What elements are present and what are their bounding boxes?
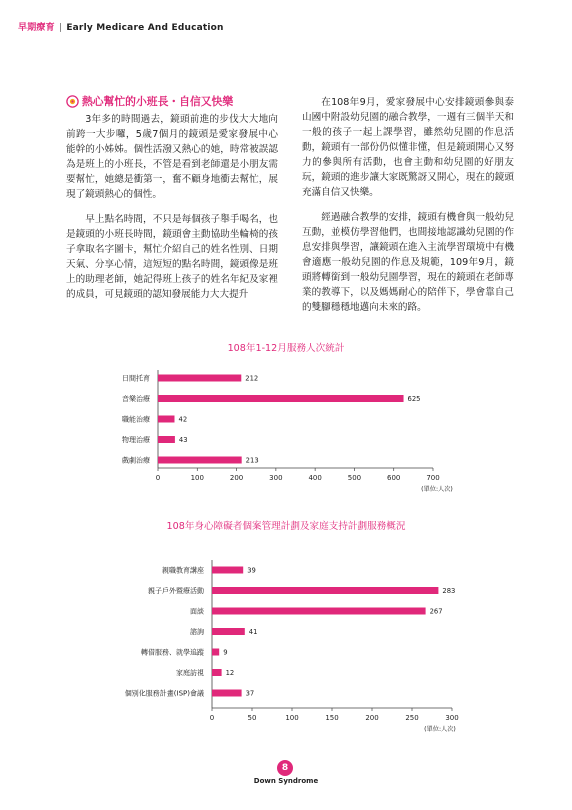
category-label: 面談	[190, 607, 204, 616]
left-paragraph-1: 3年多的時間過去，鏡頭前進的步伐大大地向前跨一大步囉，5歲7個月的鏡頭是愛家發展中心能幹的小姊姊。個性活潑又熱心的她，時常被誤認為是班上的小班長，不管是看到老師還是小朋友需要幫忙，她總是衝第一，奮不顧身地衝去幫忙，展現了鏡頭熱心的個性。	[66, 114, 278, 200]
x-tick-label: 250	[405, 714, 419, 722]
bar	[212, 690, 242, 697]
category-label: 諮詢	[190, 627, 204, 636]
x-tick-label: 100	[285, 714, 299, 722]
article-heading-text: 熱心幫忙的小班長・自信又快樂	[82, 95, 234, 108]
header-english-title: Early Medicare And Education	[66, 23, 224, 33]
bar	[212, 587, 438, 594]
data-label: 43	[178, 435, 188, 444]
bar	[212, 567, 243, 574]
category-label: 家庭訪視	[176, 668, 204, 677]
data-label: 37	[245, 689, 255, 698]
bar	[212, 669, 222, 676]
x-tick-label: 50	[247, 714, 257, 722]
x-tick-label: 700	[426, 474, 440, 482]
data-label: 267	[429, 607, 443, 616]
data-label: 39	[247, 566, 256, 575]
x-tick-label: 100	[190, 474, 204, 482]
category-label: 親職教育講座	[162, 566, 204, 575]
page-number-badge: 8	[277, 760, 293, 776]
footer-text: Down Syndrome	[253, 777, 319, 785]
x-tick-label: 300	[269, 474, 283, 482]
data-label: 9	[223, 648, 228, 657]
bar	[212, 628, 245, 635]
category-label: 音樂治療	[122, 394, 150, 403]
left-paragraph-2: 早上點名時間，不只是每個孩子舉手喝名，也是鏡頭的小班長時間，鏡頭會主動協助坐輪椅的孩子拿取名字圖卡，幫忙介紹自己的姓名性別、日期天氣、分享心情，這短短的點名時間，鏡頭像是班上的助理老師，她記得班上孩子的姓名年紀及家裡的成員，可見鏡頭的認知發展能力大大提升	[66, 214, 278, 300]
category-label: 個別化服務計畫(ISP)會議	[124, 689, 204, 698]
x-tick-label: 150	[325, 714, 339, 722]
bar	[212, 608, 426, 615]
x-tick-label: 200	[229, 474, 244, 482]
x-tick-label: 200	[365, 714, 379, 722]
data-label: 283	[442, 586, 456, 595]
x-tick-label: 400	[308, 474, 322, 482]
data-label: 12	[225, 668, 235, 677]
data-label: 212	[245, 374, 259, 383]
right-paragraph-1: 在108年9月，愛家發展中心安排鏡頭參與泰山國中附設幼兒園的融合教學，一週有三個半天和一般的孩子一起上課學習，雖然幼兒園的作息活動，鏡頭有一部份仍似懂非懂，但是鏡頭開心又努力的參與所有活動，也會主動和幼兒園的好朋友玩，鏡頭的進步讓大家既驚訝又開心，現在的鏡頭充滿自信又快樂。	[302, 97, 514, 198]
chart2-title: 108年身心障礙者個案管理計劃及家庭支持計劃服務概況	[166, 521, 406, 532]
header-chinese-title: 早期療育	[18, 23, 55, 33]
category-label: 物理治療	[122, 435, 150, 444]
right-paragraph-2: 經過融合教學的安排，鏡頭有機會與一般幼兒互動，並模仿學習他們，也間接地認識幼兒園的作息安排與學習，讓鏡頭在進入主流學習環境中有機會適應一般幼兒園的作息及規範，109年9月，鏡頭將轉銜到一般幼兒園學習，現在的鏡頭在老師專業的教導下，以及媽媽耐心的陪伴下，學會靠自己的雙腳穩穩地邁向未來的路。	[302, 212, 514, 313]
category-label: 戲劇治療	[122, 456, 150, 465]
data-label: 213	[245, 456, 259, 465]
x-tick-label: 0	[155, 474, 161, 482]
x-tick-label: 0	[209, 714, 215, 722]
chart1-title: 108年1-12月服務人次統計	[227, 343, 345, 354]
data-label: 625	[407, 394, 421, 403]
category-label: 轉借服務、就學追蹤	[141, 648, 204, 657]
bar	[212, 649, 219, 656]
category-label: 日間托育	[122, 374, 150, 383]
x-tick-label: 500	[347, 474, 362, 482]
category-label: 職能治療	[122, 415, 150, 424]
x-tick-label: 600	[387, 474, 401, 482]
unit-label: (單位:人次)	[421, 486, 453, 493]
header-separator: |	[58, 23, 63, 33]
x-tick-label: 300	[445, 714, 459, 722]
data-label: 42	[178, 415, 188, 424]
unit-label: (單位:人次)	[424, 726, 456, 733]
data-label: 41	[248, 627, 258, 636]
category-label: 親子戶外暨療活動	[148, 586, 204, 595]
